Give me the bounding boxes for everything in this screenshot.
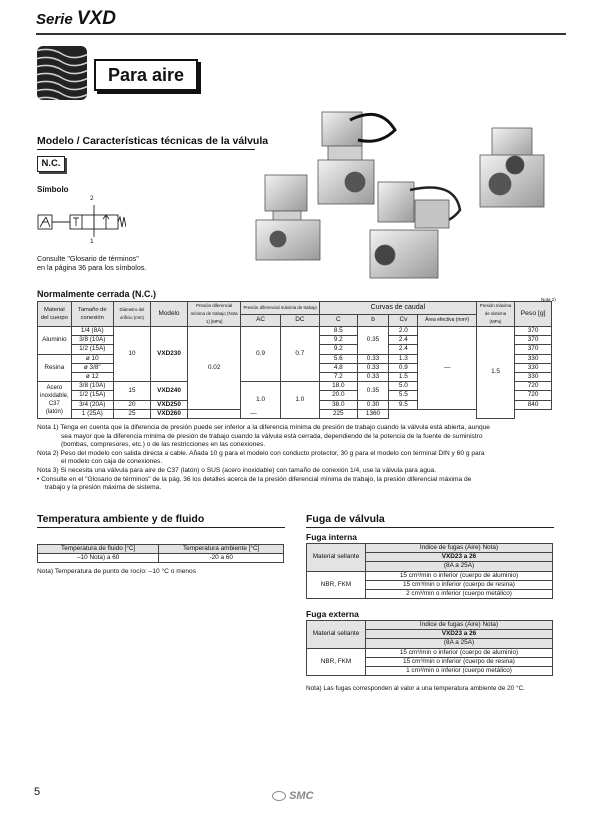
size-cell: 3/8 (10A)	[71, 336, 113, 345]
leak-range-header: (8A a 25A)	[366, 639, 553, 648]
model-cell: VXD260	[151, 409, 188, 418]
symbol-note-1: Consulte "Glosario de términos"	[37, 254, 139, 263]
note-line: Nota 2) Peso del modelo con salida directa a cable. Añada 10 g para el modelo con conducto protector, 30 g para el modelo con terminal DIN y 60 g para	[37, 449, 485, 457]
temperature-title: Temperatura ambiente y de fluido	[37, 513, 205, 525]
c-cell: —	[187, 409, 319, 418]
b-cell: 0.33	[357, 363, 389, 372]
cv-cell: 1.5	[389, 372, 418, 381]
header-effective-area: Área efectiva (mm²)	[418, 314, 476, 327]
cv-cell: 2.0	[389, 327, 418, 336]
table-row	[38, 409, 552, 418]
leak-value-cell: 2 cm³/min o inferior (cuerpo metálico)	[366, 589, 553, 598]
b-cell: 0.35	[357, 382, 389, 400]
note-line: sea mayor que la diferencia mínima de presión de trabajo cuando la válvula está cerrada, dependiendo de la potencia de la fuente de suministro	[61, 432, 483, 440]
table-row	[38, 327, 552, 336]
c-cell: 9.2	[319, 336, 357, 345]
smc-logo	[272, 790, 314, 802]
header-size: Tamaño de conexión	[71, 302, 113, 327]
cv-cell: 2.4	[389, 336, 418, 345]
leak-index-header: Índice de fugas (Aire) Nota)	[366, 544, 553, 553]
leak-value-cell: 15 cm³/min o inferior (cuerpo de resina)	[366, 657, 553, 666]
weight-cell: 720	[515, 391, 552, 400]
header-ac: AC	[241, 314, 280, 327]
spec-notes	[37, 424, 557, 493]
page-number: 5	[34, 786, 41, 798]
header-min-pressure: Presión diferencial mínima de trabajo (Nota 1) [MPa]	[187, 302, 241, 327]
cv-cell: 1.3	[389, 354, 418, 363]
spec-table-title: Normalmente cerrada (N.C.)	[37, 289, 157, 299]
header-orifice: Diámetro del orificio (mm)	[113, 302, 150, 327]
area-cell: —	[418, 327, 476, 410]
weight-cell: 840	[515, 400, 552, 409]
cv-cell: 2.4	[389, 345, 418, 354]
note-line: Nota 1) Tenga en cuenta que la diferencia de presión puede ser inferior a la diferencia mínima de presión de trabajo cuando la válvula está abierta, aunque	[37, 424, 490, 431]
weight-cell: 370	[515, 345, 552, 354]
decorative-pattern	[37, 46, 87, 100]
c-cell: 9.2	[319, 345, 357, 354]
temperature-rule	[37, 527, 285, 528]
temp-fluid-header: Temperatura de fluido [°C]	[38, 545, 159, 554]
size-cell: 3/8 (10A)	[71, 382, 113, 391]
temp-ambient-header: Temperatura ambiente [°C]	[159, 545, 284, 554]
note-line: Nota 3) Si necesita una válvula para aire de C37 (latón) o SUS (acero inoxidable) con tamaño de conexión 1/4, use la válvula para agua.	[37, 466, 437, 474]
weight-cell: 330	[515, 354, 552, 363]
leak-value-cell: 15 cm³/min o inferior (cuerpo de resina)	[366, 580, 553, 589]
orifice-cell: 25	[113, 409, 150, 418]
model-section-rule	[37, 149, 255, 150]
leak-range-header: (8A a 25A)	[366, 562, 553, 571]
material-acero: Acero inoxidable, C37 (latón)	[38, 382, 72, 419]
internal-leak-table	[306, 543, 553, 599]
b-cell: 0.33	[357, 372, 389, 381]
size-cell: 3/4 (20A)	[71, 400, 113, 409]
header-max-diff-pressure: Presión diferencial máxima de trabajo	[241, 302, 319, 315]
weight-cell: 330	[515, 372, 552, 381]
temp-ambient-value: -20 a 60	[159, 554, 284, 563]
material-resina: Resina	[38, 354, 72, 382]
header-max-system-pressure: Presión máxima de sistema (MPa)	[476, 302, 514, 327]
leak-value-cell: 15 cm³/min o inferior (cuerpo de aluminio)	[366, 648, 553, 657]
model-cell: VXD230	[151, 327, 188, 382]
c-cell: 18.0	[319, 382, 357, 391]
port-1-label: 1	[90, 238, 94, 245]
size-cell: 1/4 (8A)	[71, 327, 113, 336]
c-cell: 7.2	[319, 372, 357, 381]
leak-model-header: VXD23 a 26	[366, 553, 553, 562]
weight-cell: 330	[515, 363, 552, 372]
cv-cell: 0.9	[389, 363, 418, 372]
cv-cell: 5.0	[389, 382, 418, 391]
c-cell: 5.6	[319, 354, 357, 363]
leak-index-header: Índice de fugas (Aire) Nota)	[366, 621, 553, 630]
c-cell: 38.0	[319, 400, 357, 409]
temperature-note: Nota) Temperatura de punto de rocío: –10 °C o menos	[37, 568, 197, 575]
section-title: Para aire	[94, 59, 198, 91]
model-section-title: Modelo / Características técnicas de la válvula	[37, 135, 269, 147]
dc-cell: 1.0	[280, 382, 319, 419]
c-cell: 8.5	[319, 327, 357, 336]
temperature-table	[37, 544, 284, 563]
cv-cell: 5.5	[389, 391, 418, 400]
orifice-cell: 10	[113, 327, 150, 382]
leak-note: Nota) Las fugas corresponden al valor a una temperatura ambiente de 20 °C.	[306, 685, 525, 692]
header-flow-curves: Curvas de caudal	[319, 302, 476, 315]
c-cell: 20.0	[319, 391, 357, 400]
spec-table	[37, 301, 552, 419]
b-cell: 0.33	[357, 354, 389, 363]
dc-cell: 0.7	[280, 327, 319, 382]
b-cell: 0.35	[357, 327, 389, 355]
spec-table-corner-note: Nota 2)	[541, 297, 556, 302]
seal-cell: NBR, FKM	[307, 648, 366, 676]
weight-cell: 370	[515, 327, 552, 336]
spec-header-row-1	[38, 302, 552, 315]
header-cv: Cv	[389, 314, 418, 327]
min-pressure-cell: 0.02	[187, 327, 241, 410]
leak-value-cell: 1 cm³/min o inferior (cuerpo metálico)	[366, 666, 553, 675]
size-cell: 1 (25A)	[71, 409, 113, 418]
header-model: Modelo	[151, 302, 188, 327]
cv-cell: 9.5	[389, 400, 418, 409]
nc-badge: N.C.	[37, 156, 65, 172]
weight-cell: 1360	[357, 409, 389, 418]
symbol-note-2: en la página 36 para los símbolos.	[37, 263, 147, 272]
symbol-title: Símbolo	[37, 185, 69, 194]
note-line: (bombas, compresores, etc.) o de las restricciones en las conexiones.	[61, 441, 266, 449]
logo-mark-icon	[272, 791, 286, 801]
note-line: trabajo y la presión máxima de sistema.	[45, 484, 162, 492]
b-cell: 0.30	[357, 400, 389, 409]
c-cell: 4.8	[319, 363, 357, 372]
ac-cell: 1.0	[241, 382, 280, 419]
weight-cell: 720	[515, 382, 552, 391]
logo-text: SMC	[289, 790, 314, 802]
orifice-cell: 15	[113, 382, 150, 400]
size-cell: 1/2 (15A)	[71, 345, 113, 354]
orifice-cell: 20	[113, 400, 150, 409]
leak-model-header: VXD23 a 26	[366, 630, 553, 639]
temp-fluid-value: –10 Nota) a 60	[38, 554, 159, 563]
size-cell: ø 3/8"	[71, 363, 113, 372]
header-rule	[36, 33, 566, 35]
external-leak-table	[306, 620, 553, 676]
leak-value-cell: 15 cm³/min o inferior (cuerpo de aluminio)	[366, 571, 553, 580]
size-cell: ø 12	[71, 372, 113, 381]
internal-leak-title: Fuga interna	[306, 532, 358, 542]
series-title: Serie VXD	[36, 8, 116, 29]
header-dc: DC	[280, 314, 319, 327]
seal-material-header: Material sellante	[307, 544, 366, 572]
header-b: b	[357, 314, 389, 327]
header-weight: Peso [g]	[515, 302, 552, 327]
external-leak-title: Fuga externa	[306, 609, 359, 619]
model-cell: VXD240	[151, 382, 188, 400]
weight-cell: 370	[515, 336, 552, 345]
product-photo	[230, 100, 565, 290]
seal-cell: NBR, FKM	[307, 571, 366, 599]
material-aluminio: Aluminio	[38, 327, 72, 355]
port-2-label: 2	[90, 195, 94, 202]
size-cell: 1/2 (15A)	[71, 391, 113, 400]
valve-symbol	[36, 195, 126, 250]
area-cell: 225	[319, 409, 357, 418]
size-cell: ø 10	[71, 354, 113, 363]
leak-rule	[306, 527, 554, 528]
header-material: Material del cuerpo	[38, 302, 72, 327]
seal-material-header: Material sellante	[307, 621, 366, 649]
note-line: • Consulte en el "Glosario de términos" de la pág. 36 los detalles acerca de la presión diferencial mínima de trabajo, la presión diferencial máxima de	[37, 475, 472, 483]
note-line: el modelo con caja de conexiones.	[61, 458, 163, 466]
ac-cell: 0.9	[241, 327, 280, 382]
model-cell: VXD250	[151, 400, 188, 409]
leak-title: Fuga de válvula	[306, 513, 385, 525]
max-pressure-cell: 1.5	[476, 327, 514, 419]
header-c: C	[319, 314, 357, 327]
